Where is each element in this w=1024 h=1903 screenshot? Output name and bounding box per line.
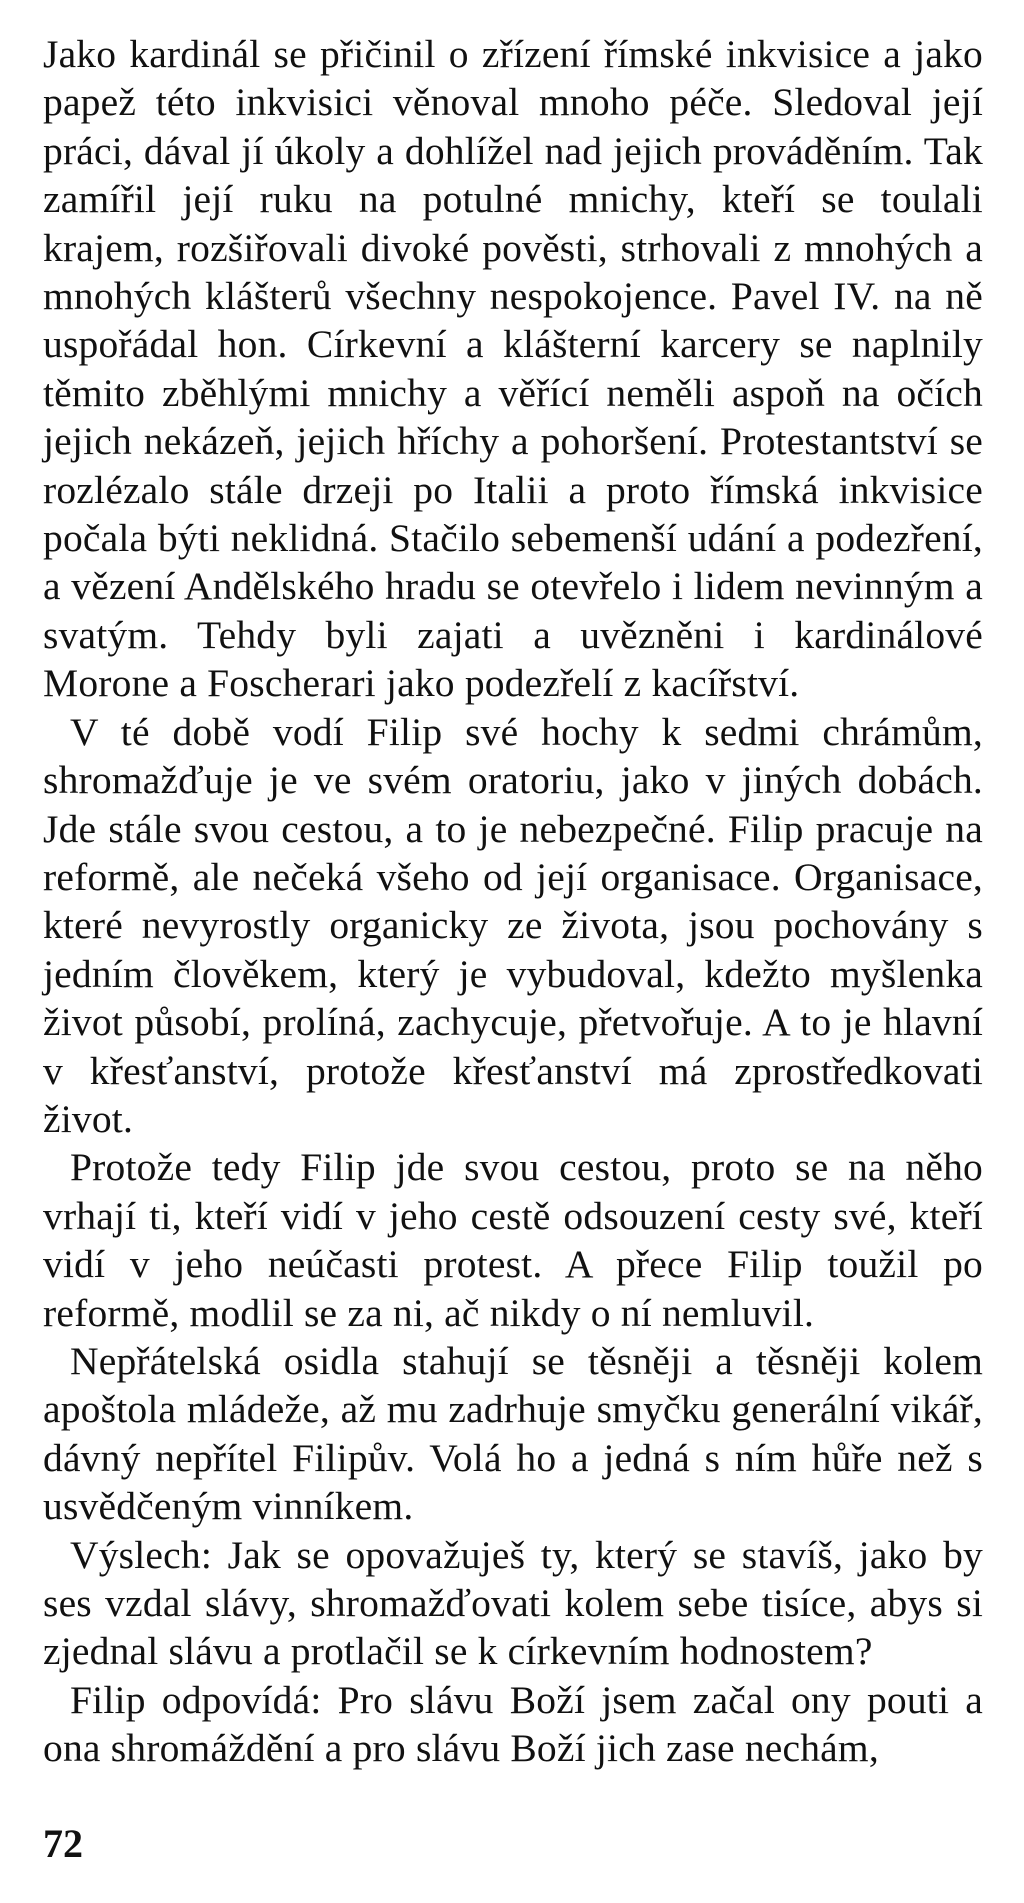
paragraph-5: Výslech: Jak se opovažuješ ty, který se stavíš, jako by ses vzdal slávy, shromažďovati kolem sebe tisíce, abys si zjednal slávu a protlačil se k církevním hodnostem? <box>43 1532 983 1674</box>
paragraph-1: Jako kardinál se přičinil o zřízení římské inkvisice a jako papež této inkvisici věnoval mnoho péče. Sledoval její práci, dával jí úkoly a dohlížel nad jejich prováděním. Tak zamířil její ruku na potulné mnichy, kteří se toulali krajem, rozšiřovali divoké pověsti, strhovali z mnohých a mnohých klášterů všechny nespokojence. Pavel IV. na ně uspořádal hon. Církevní a klášterní karcery se naplnily těmito zběhlými mnichy a věřící neměli aspoň na očích jejich nekázeň, jejich hříchy a pohoršení. Protestantství se rozlézalo stále drzeji po Italii a proto římská inkvisice počala býti neklidná. Stačilo sebemenší udání a podezření, a vězení Andělského hradu se otevřelo i lidem nevinným a svatým. Tehdy byli zajati a uvězněni i kardinálové Morone a Foscherari jako podezřelí z kacířství. <box>43 32 983 706</box>
page-number: 72 <box>43 1821 83 1866</box>
body-text <box>43 30 983 1773</box>
paragraph-3: Protože tedy Filip jde svou cestou, proto se na něho vrhají ti, kteří vidí v jeho cestě odsouzení cesty své, kteří vidí v jeho neúčasti protest. A přece Filip toužil po reformě, modlil se za ni, ač nikdy o ní nemluvil. <box>43 1145 983 1335</box>
paragraph-4: Nepřátelská osidla stahují se těsněji a těsněji kolem apoštola mládeže, až mu zadrhuje smyčku generální vikář, dávný nepřítel Filipův. Volá ho a jedná s ním hůře než s usvědčeným vinníkem. <box>43 1338 983 1529</box>
paragraph-2: V té době vodí Filip své hochy k sedmi chrámům, shromažďuje je ve svém oratoriu, jako v jiných dobách. Jde stále svou cestou, a to je nebezpečné. Filip pracuje na reformě, ale nečeká všeho od její organisace. Organisace, které nevyrostly organicky ze života, jsou pochovány s jedním člověkem, který je vybudoval, kdežto myšlenka život působí, prolíná, zachycuje, přetvořuje. A to je hlavní v křesťanství, protože křesťanství má zprostředkovati život. <box>43 709 983 1141</box>
paragraph-6: Filip odpovídá: Pro slávu Boží jsem začal ony pouti a ona shromáždění a pro slávu Boží jich zase nechám, <box>43 1677 983 1771</box>
